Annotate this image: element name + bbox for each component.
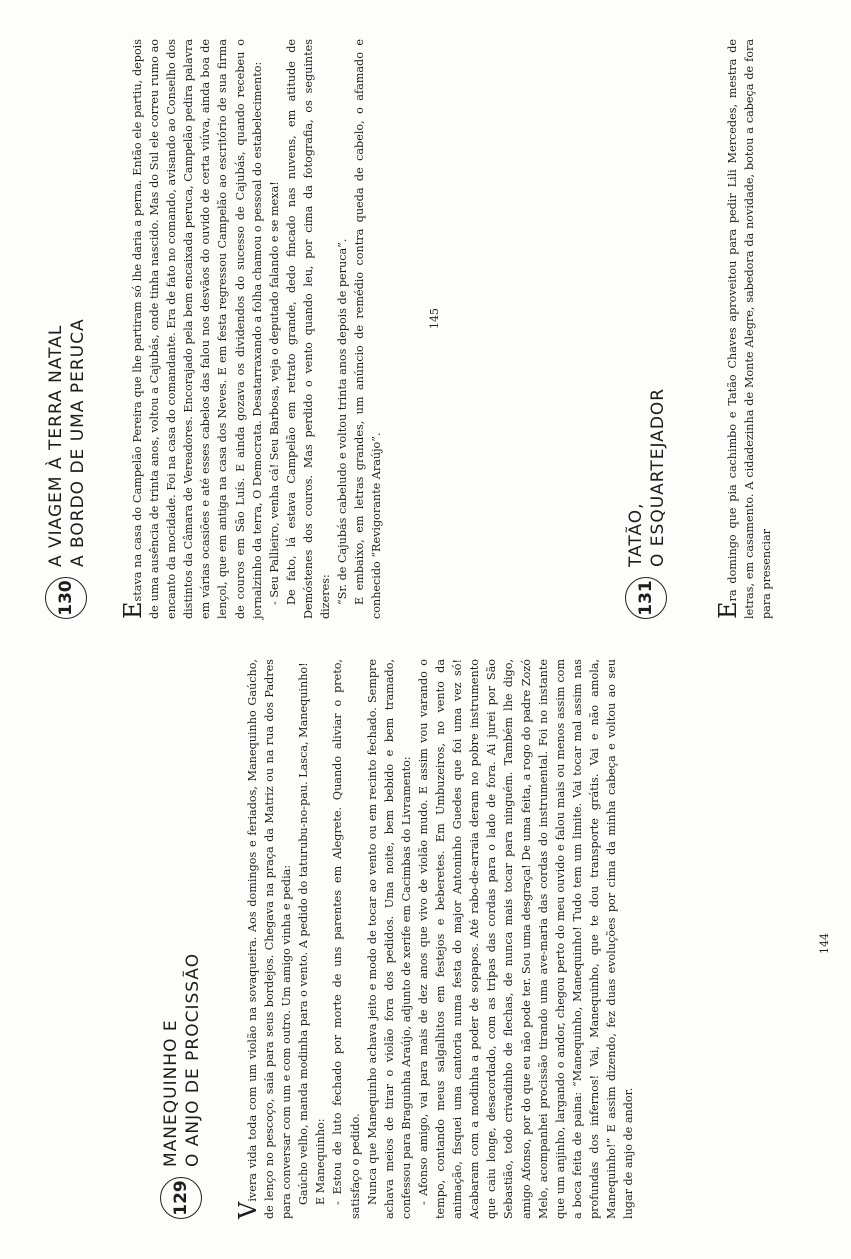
chapter-title-line-2: O ANJO DE PROCISSÃO xyxy=(183,952,203,1167)
paragraph: “Sr. de Cajubás cabeludo e voltou trinta anos depois de peruca”. xyxy=(336,238,350,605)
chapter-body xyxy=(234,659,637,1219)
paragraph: De fato, lá estava Campelão em retrato grande, dedo fincado nas nuvens, em atitude de Demóstenes dos couros. Mas perdido o vento quando leu, por cima da fotografia, os seguintes dizeres: xyxy=(284,39,333,619)
chapter-title xyxy=(45,318,89,567)
chapter-heading xyxy=(160,819,220,1219)
paragraph: E Manequinho: xyxy=(314,1118,328,1205)
right-page xyxy=(0,19,851,619)
chapter-title-line-1: A VIAGEM À TERRA NATAL xyxy=(46,324,66,567)
paragraph: Gaúcho velho, manda modinha para o vento. A pedido do taturubu-no-pau. Lasca, Manequinho! xyxy=(297,662,311,1205)
drop-cap: V xyxy=(234,1201,262,1219)
chapter-number-badge: 130 xyxy=(45,577,87,619)
chapter-title-line-2: O ESQUARTEJADOR xyxy=(648,387,668,567)
chapter-heading xyxy=(625,59,685,619)
chapter-number-badge: 129 xyxy=(160,1177,202,1219)
chapter-title-line-1: TATÃO, xyxy=(626,502,646,567)
paragraph: - Afonso amigo, vai para mais de dez anos que vivo de violão mudo. E assim vou varando o tempo, contando meus salgalhitos em festejos e beberetes. Em Umbuzeiros, no vento da animação, fisquei uma cantoria numa festa do major Antoninho Guedes que foi uma vez só! Acabaram com a modinha a poder de sopapos. Até rabo-de-arraia deram no pobre instrumento que caiu longe, desacordado, com as tripas das cordas para o lado de fora. Ai jurei por São Sebastião, todo crivadinho de flechas, de nunca mais tocar para ninguém. Também lhe digo, amigo Afonso, por do que eu não pode ter. Sou uma desgraça! De uma feita, a rogo do padre Zozó Melo, acompanhei procissão tirando uma ave-maria das cordas do instrumental. Foi no instante que um anjinho, largando o andor, chegou perto do meu ouvido e falou mais ou menos assim com a boca feita de paina: “Manequinho, Manequinho! Tudo tem um limite. Vai tocar mal assim nas profundas dos infernos! Vai, Manequinho, que te dou transporte grátis. Vai e não amola, Manequinho!” E assim dizendo, fez duas evoluções por cima da minha cabeça e voltou ao seu lugar de anjo de andor. xyxy=(416,659,636,1219)
page-number: 145 xyxy=(428,308,441,329)
drop-cap: E xyxy=(714,601,742,619)
chapter-number-badge: 131 xyxy=(625,577,667,619)
paragraph: - Seu Pallieiro, venha cá! Seu Barbosa, veja o deputado falando e se mexa! xyxy=(267,181,281,605)
paragraph: Vivera vida toda com um violão na sovaqueira. Aos domingos e feriados, Manequinho Gaúcho, de lenço no pescoço, saía para seus bordejos. Chegava na praça da Matriz ou na rua dos Padres para conversar com um e com outro. Um amigo vinha e pedia: xyxy=(234,659,294,1219)
drop-cap: E xyxy=(119,601,147,619)
page-number: 144 xyxy=(818,933,831,954)
chapter-title xyxy=(160,953,204,1167)
paragraph: Nunca que Manequinho achava jeito e modo de tocar ao vento ou em recinto fechado. Sempre achava meios de tirar o violão fora dos pedidos. Uma noite, bem bebido e bem tramado, confessou para Braguinha Araújo, adjunto de xerife em Cacimbas do Livramento: xyxy=(365,659,413,1219)
chapter-title-line-2: A BORDO DE UMA PERUCA xyxy=(68,318,88,567)
chapter-title xyxy=(625,388,669,567)
chapter-body xyxy=(714,39,775,619)
paragraph: Era domingo que pia cachimbo e Tatão Chaves aproveitou para pedir Lili Mercedes, mestra de letras, em casamento. A cidadezinha de Monte Alegre, sabedora da novidade, botou a cabeça de fora para presenciar xyxy=(714,39,774,619)
paragraph: - Estou de luto fechado por morte de uns parentes em Alegrete. Quando aliviar o preto, satisfaço o pedido. xyxy=(331,659,362,1219)
chapter-body xyxy=(119,39,385,619)
paragraph: E embaixo, em letras grandes, um anúncio de remédio contra queda de cabelo, o afamado e conhecido “Revigorante Araújo”. xyxy=(353,39,384,619)
left-page xyxy=(0,659,851,1219)
paragraph: Estava na casa do Campelão Pereira que lhe partiram só lhe daria a perna. Então ele partiu, depois de uma ausência de trinta anos, voltou a Cajubás, onde tinha nascido. Mas do Sul ele correu rumo ao encanto da mocidade. Foi na casa do comandante. Era de fato no comando, avisando ao Conselho dos distintos da Câmara de Vereadores. Encorajado pela bem encaixada peruca, Campelão pedira palavra em várias ocasiões e até esses cabelos das falou nos desvãos do ouvido de certa viúva, ainda boa de lençol, que em antiga na casa dos Neves. E em festa regressou Campelão ao escritório de sua firma de couros em São Luís. E ainda gozava os dividendos do sucesso de Cajubás, quando recebeu o jornalzinho da terra, O Democrata. Desatarraxando a folha chamou o pessoal do estabelecimento: xyxy=(119,39,264,619)
chapter-heading xyxy=(45,59,105,619)
chapter-title-line-1: MANEQUINHO E xyxy=(161,1019,181,1167)
